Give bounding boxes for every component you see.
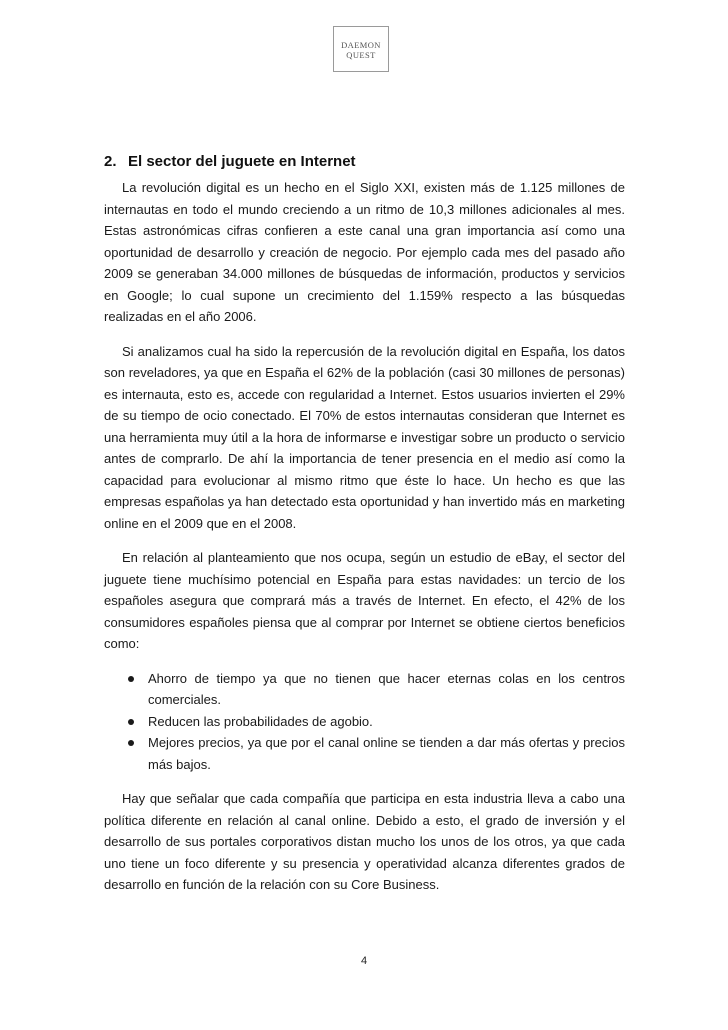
- benefits-list: [104, 668, 625, 776]
- paragraph-spain-impact: Si analizamos cual ha sido la repercusión de la revolución digital en España, los datos son reveladores, ya que en España el 62% de la población (casi 30 millones de personas) es internauta, esto es, accede con regularidad a Internet. Estos usuarios invierten el 29% de su tiempo de ocio conectado. El 70% de estos internautas consideran que Internet es una herramienta muy útil a la hora de informarse e investigar sobre un producto o servicio antes de comprarlo. De ahí la importancia de tener presencia en el medio así como la capacidad para evolucionar al mismo ritmo que éste lo hace. Un hecho es que las empresas españolas ya han detectado esta oportunidad y han invertido más en marketing online en el 2009 que en el 2008.: [104, 343, 625, 531]
- list-item-text: Mejores precios, ya que por el canal online se tienden a dar más ofertas y precios más bajos.: [148, 735, 625, 772]
- list-item: [128, 711, 625, 733]
- paragraph-ebay-study: En relación al planteamiento que nos ocupa, según un estudio de eBay, el sector del juguete tiene muchísimo potencial en España para estas navidades: un tercio de los españoles asegura que comprará más a través de Internet. En efecto, el 42% de los consumidores españoles piensa que al comprar por Internet se obtiene ciertos beneficios como:: [104, 550, 625, 651]
- document-body: [104, 152, 625, 909]
- list-item: [128, 732, 625, 775]
- section-title: El sector del juguete en Internet: [128, 153, 356, 170]
- paragraph-digital-revolution: La revolución digital es un hecho en el Siglo XXI, existen más de 1.125 millones de internautas en todo el mundo creciendo a un ritmo de 10,3 millones adicionales al mes. Estas astronómicas cifras confieren a este canal una gran importancia así como una oportunidad de desarrollo y creación de negocio. Por ejemplo cada mes del pasado año 2009 se generaban 34.000 millones de búsquedas de información, productos y servicios en Google; lo cual supone un crecimiento del 1.159% respecto a las búsquedas realizadas en el año 2006.: [104, 180, 625, 324]
- list-item-text: Reducen las probabilidades de agobio.: [148, 713, 373, 729]
- list-item-text: Ahorro de tiempo ya que no tienen que hacer eternas colas en los centros comerciales.: [148, 670, 625, 707]
- page-number: 4: [360, 955, 368, 967]
- bullet-icon: [128, 740, 134, 746]
- section-number: 2.: [104, 153, 117, 170]
- paragraph-company-policy: Hay que señalar que cada compañía que participa en esta industria lleva a cabo una política diferente en relación al canal online. Debido a esto, el grado de inversión y el desarrollo de sus portales corporativos distan mucho los unos de los otros, ya que cada uno tiene un foco diferente y su presencia y operatividad alcanza diferentes grados de desarrollo en función de la relación con su Core Business.: [104, 791, 625, 892]
- list-item: [128, 668, 625, 711]
- section-heading: [104, 152, 625, 172]
- logo-line-1: DAEMON: [341, 40, 381, 50]
- logo-line-2: QUEST: [346, 50, 376, 60]
- bullet-icon: [128, 676, 134, 682]
- daemon-quest-logo: [333, 26, 389, 72]
- bullet-icon: [128, 719, 134, 725]
